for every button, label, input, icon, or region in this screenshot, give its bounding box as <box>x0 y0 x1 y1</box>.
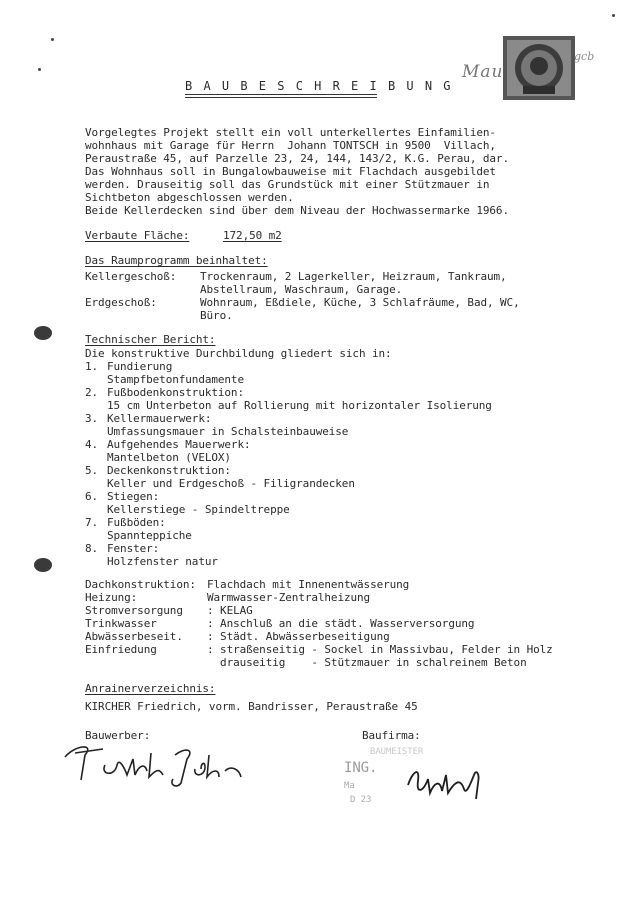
punch-hole-bottom <box>34 558 52 572</box>
item-detail: Stampfbetonfundamente <box>107 373 244 386</box>
speck <box>51 38 54 41</box>
intro-line: Peraustraße 45, auf Parzelle 23, 24, 144, 143/2, K.G. Perau, dar. <box>85 152 509 165</box>
technical-intro: Die konstruktive Durchbildung gliedert sich in: <box>85 347 392 360</box>
spec-label: Abwässerbeseit. <box>85 630 183 643</box>
intro-line: Das Wohnhaus soll in Bungalowbauweise mit Flachdach ausgebildet <box>85 165 496 178</box>
item-title: Stiegen: <box>107 490 160 503</box>
spec-value: : KELAG <box>207 604 253 617</box>
item-title: Kellermauerwerk: <box>107 412 212 425</box>
stamp-line: Ma <box>344 781 355 791</box>
stamp-line: BAUMEISTER <box>370 747 424 757</box>
item-number: 1. <box>85 360 99 373</box>
item-title: Aufgehendes Mauerwerk: <box>107 438 251 451</box>
item-number: 8. <box>85 542 99 555</box>
item-number: 7. <box>85 516 99 529</box>
spec-value: : Städt. Abwässerbeseitigung <box>207 630 390 643</box>
item-detail: Spannteppiche <box>107 529 192 542</box>
spec-label: Dachkonstruktion: <box>85 578 196 591</box>
contractor-label: Baufirma: <box>362 729 421 742</box>
intro-line: wohnhaus mit Garage für Herrn Johann TONTSCH in 9500 Villach, <box>85 139 496 152</box>
item-detail: 15 cm Unterbeton auf Rollierung mit horizontaler Isolierung <box>107 399 492 412</box>
spec-label: Stromversorgung <box>85 604 183 617</box>
item-number: 5. <box>85 464 99 477</box>
spec-label: Einfriedung <box>85 643 157 656</box>
item-title: Fußbodenkonstruktion: <box>107 386 244 399</box>
item-detail: Mantelbeton (VELOX) <box>107 451 231 464</box>
item-detail: Umfassungsmauer in Schalsteinbauweise <box>107 425 349 438</box>
intro-line: Sichtbeton abgeschlossen werden. <box>85 191 294 204</box>
speck <box>38 68 41 71</box>
spec-value: : straßenseitig - Sockel in Massivbau, Felder in Holz <box>207 643 553 656</box>
technical-report-heading: Technischer Bericht: <box>85 333 216 346</box>
contractor-signature <box>400 755 500 805</box>
neighbours-heading: Anrainerverzeichnis: <box>85 682 216 695</box>
spec-label: Heizung: <box>85 591 138 604</box>
intro-line: Vorgelegtes Projekt stellt ein voll unterkellertes Einfamilien- <box>85 126 496 139</box>
item-title: Deckenkonstruktion: <box>107 464 231 477</box>
stamp-line: D 23 <box>350 795 372 805</box>
item-title: Fundierung <box>107 360 173 373</box>
item-detail: Kellerstiege - Spindeltreppe <box>107 503 290 516</box>
spec-label: Trinkwasser <box>85 617 157 630</box>
margin-handwriting: Mau <box>462 62 504 82</box>
spec-value: : Anschluß an die städt. Wasserversorgung <box>207 617 475 630</box>
item-number: 3. <box>85 412 99 425</box>
revenue-stamp <box>501 34 577 102</box>
item-title: Fenster: <box>107 542 160 555</box>
punch-hole-top <box>34 326 52 340</box>
intro-line: werden. Drauseitig soll das Grundstück mit einer Stützmauer in <box>85 178 490 191</box>
stamp-line: ING. <box>344 760 378 776</box>
built-area-value: 172,50 m2 <box>223 229 282 242</box>
applicant-label: Bauwerber: <box>85 729 151 742</box>
document-title: B A U B E S C H R E I B U N G <box>185 79 453 93</box>
item-detail: Holzfenster natur <box>107 555 218 568</box>
applicant-signature <box>55 735 255 795</box>
intro-line: Beide Kellerdecken sind über dem Niveau der Hochwassermarke 1966. <box>85 204 509 217</box>
item-number: 6. <box>85 490 99 503</box>
room-row-line: Wohnraum, Eßdiele, Küche, 3 Schlafräume, Bad, WC, <box>200 296 520 309</box>
margin-handwriting-small: gcb <box>574 50 595 63</box>
spec-value: drauseitig - Stützmauer in schalreinem Beton <box>207 656 527 669</box>
spec-value: Warmwasser-Zentralheizung <box>207 591 371 604</box>
room-row-label: Erdgeschoß: <box>85 296 157 309</box>
item-number: 2. <box>85 386 99 399</box>
room-row-line: Trockenraum, 2 Lagerkeller, Heizraum, Tankraum, <box>200 270 507 283</box>
item-detail: Keller und Erdgeschoß - Filigrandecken <box>107 477 355 490</box>
item-title: Fußböden: <box>107 516 166 529</box>
speck <box>612 14 615 17</box>
room-row-line: Abstellraum, Waschraum, Garage. <box>200 283 403 296</box>
neighbours-entry: KIRCHER Friedrich, vorm. Bandrisser, Peraustraße 45 <box>85 700 418 713</box>
title-double-underline <box>185 94 377 98</box>
built-area-label: Verbaute Fläche: <box>85 229 190 242</box>
spec-value: Flachdach mit Innenentwässerung <box>207 578 410 591</box>
room-row-line: Büro. <box>200 309 233 322</box>
room-row-label: Kellergeschoß: <box>85 270 177 283</box>
room-program-heading: Das Raumprogramm beinhaltet: <box>85 254 268 267</box>
item-number: 4. <box>85 438 99 451</box>
